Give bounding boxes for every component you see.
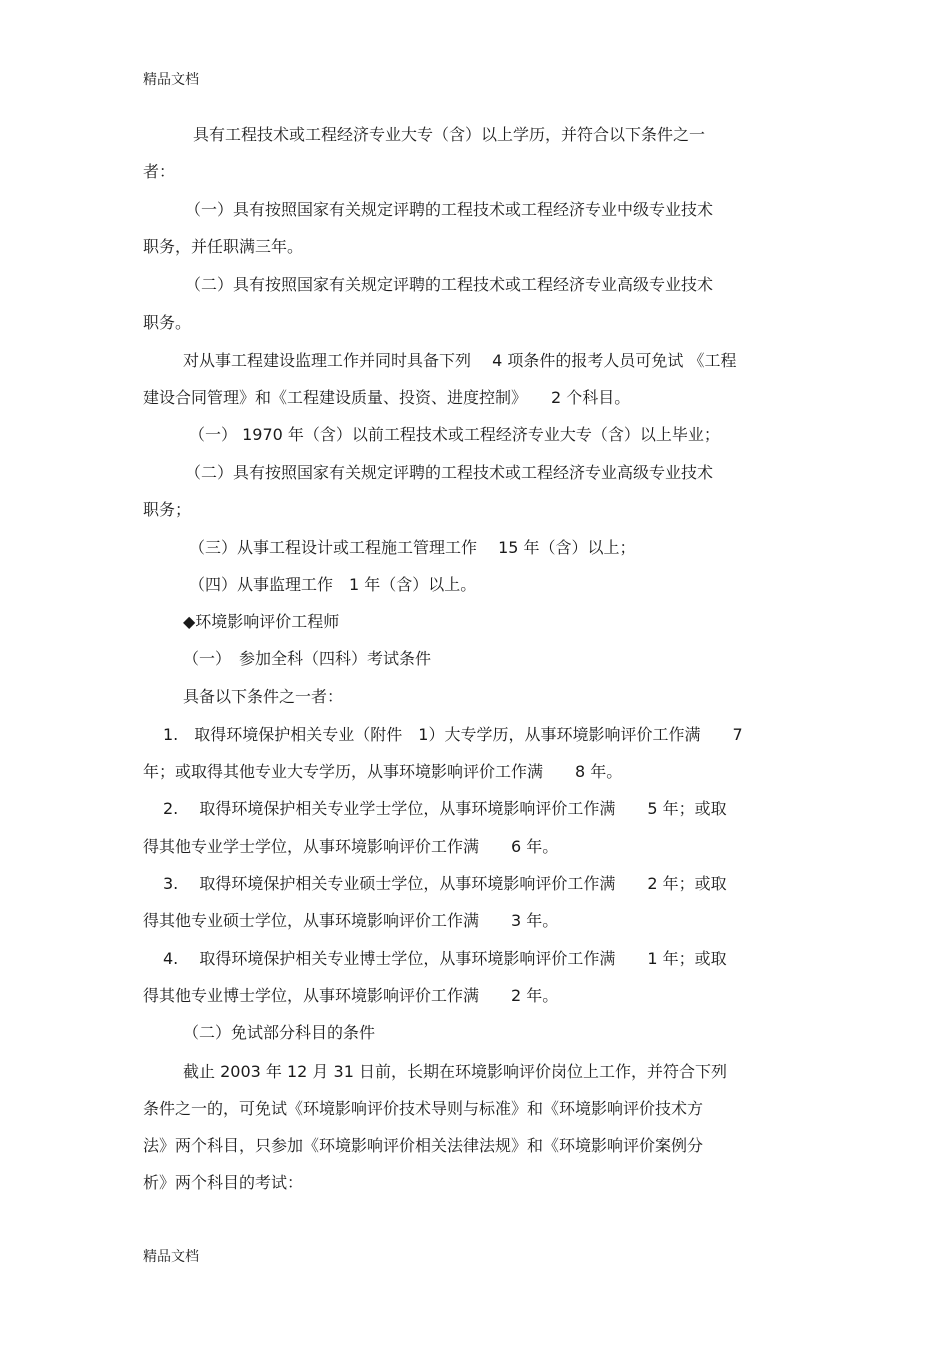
body-line: （一） 1970 年（含）以前工程技术或工程经济专业大专（含）以上毕业；: [189, 425, 720, 444]
list-item: 1. 取得环境保护相关专业（附件 1）大专学历，从事环境影响评价工作满 7: [163, 725, 743, 744]
subsection-heading: （一） 参加全科（四科）考试条件: [183, 649, 432, 668]
body-line: 法》两个科目，只参加《环境影响评价相关法律法规》和《环境影响评价案例分: [143, 1136, 704, 1155]
body-line: 者：: [143, 162, 176, 181]
body-line: （四）从事监理工作 1 年（含）以上。: [189, 575, 477, 594]
body-line: 得其他专业学士学位，从事环境影响评价工作满 6 年。: [143, 837, 559, 856]
body-line: 具备以下条件之一者：: [183, 687, 344, 706]
list-item: 2. 取得环境保护相关专业学士学位，从事环境影响评价工作满 5 年；或取: [163, 799, 727, 818]
body-line: （二）具有按照国家有关规定评聘的工程技术或工程经济专业高级专业技术: [185, 275, 714, 294]
body-line: 建设合同管理》和《工程建设质量、投资、进度控制》 2 个科目。: [143, 388, 631, 407]
body-line: （一）具有按照国家有关规定评聘的工程技术或工程经济专业中级专业技术: [185, 200, 714, 219]
body-line: 截止 2003 年 12 月 31 日前，长期在环境影响评价岗位上工作，并符合下列: [183, 1062, 727, 1081]
body-line: 得其他专业硕士学位，从事环境影响评价工作满 3 年。: [143, 911, 559, 930]
list-item: 4. 取得环境保护相关专业博士学位，从事环境影响评价工作满 1 年；或取: [163, 949, 727, 968]
section-heading: ◆环境影响评价工程师: [183, 612, 340, 631]
body-line: 职务；: [143, 500, 192, 519]
page-header: 精品文档: [143, 72, 199, 88]
body-line: 职务，并任职满三年。: [143, 237, 304, 256]
body-line: 条件之一的，可免试《环境影响评价技术导则与标准》和《环境影响评价技术方: [143, 1099, 704, 1118]
body-line: 具有工程技术或工程经济专业大专（含）以上学历，并符合以下条件之一: [193, 125, 706, 144]
page-footer: 精品文档: [143, 1249, 199, 1265]
body-line: 职务。: [143, 313, 192, 332]
body-line: （二）具有按照国家有关规定评聘的工程技术或工程经济专业高级专业技术: [185, 463, 714, 482]
body-line: 年；或取得其他专业大专学历，从事环境影响评价工作满 8 年。: [143, 762, 623, 781]
body-line: 对从事工程建设监理工作并同时具备下列 4 项条件的报考人员可免试 《工程: [183, 351, 737, 370]
list-item: 3. 取得环境保护相关专业硕士学位，从事环境影响评价工作满 2 年；或取: [163, 874, 727, 893]
body-line: 析》两个科目的考试：: [143, 1173, 304, 1192]
subsection-heading: （二）免试部分科目的条件: [183, 1023, 376, 1042]
body-line: 得其他专业博士学位，从事环境影响评价工作满 2 年。: [143, 986, 559, 1005]
body-line: （三）从事工程设计或工程施工管理工作 15 年（含）以上；: [189, 538, 636, 557]
